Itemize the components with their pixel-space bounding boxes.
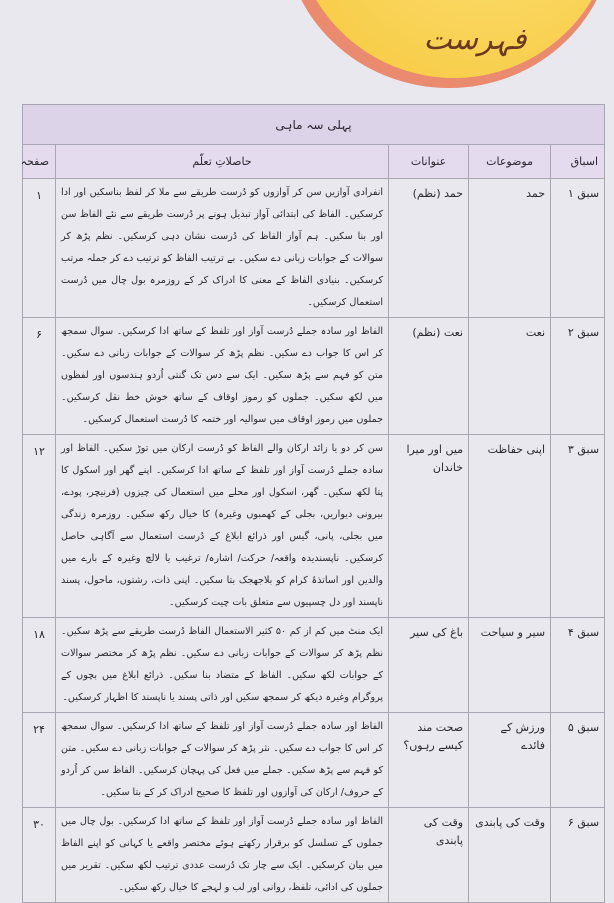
- lesson-cell: سبق ۶: [551, 808, 605, 903]
- page-number: ۱: [23, 179, 56, 318]
- objectives-cell: انفرادی آوازیں سن کر آوازوں کو دُرست طریقے سے ملا کر لفظ بناسکیں اور ادا کرسکیں۔ الفاظ کی ابتدائی آواز تبدیل ہونے پر دُرست طریقے سے نئے الفاظ سن اور بنا سکیں۔ ہم آواز الفاظ کی دُرست نشان دہی کرسکیں۔ نظم پڑھ کر سوالات کے جوابات زبانی دے سکیں۔ بے ترتیب الفاظ کو ترتیب دے کر جملہ مرتب کرسکیں۔ بنیادی الفاظ کے معنی کا ادراک کر کے روزمرہ بول چال میں دُرست استعمال کرسکیں۔: [56, 179, 389, 318]
- page-title: فہرست: [423, 22, 527, 57]
- contents-table: [22, 104, 605, 903]
- title-cell: نعت (نظم): [389, 318, 469, 435]
- table-row: [23, 808, 605, 903]
- header-objectives: حاصلاتِ تعلّم: [56, 145, 389, 179]
- table-row: [23, 318, 605, 435]
- header-topic: موضوعات: [469, 145, 551, 179]
- lesson-cell: سبق ۲: [551, 318, 605, 435]
- page-number: ۲۴: [23, 713, 56, 808]
- title-cell: وقت کی پابندی: [389, 808, 469, 903]
- topic-cell: وقت کی پابندی: [469, 808, 551, 903]
- table-row: [23, 435, 605, 618]
- objectives-cell: سن کر دو یا زائد ارکان والے الفاظ کو دُرست ارکان میں توڑ سکیں۔ الفاظ اور سادہ جملے دُرست آواز اور تلفظ کے ساتھ ادا کرسکیں۔ اپنے گھر اور اسکول کا پتا لکھ سکیں۔ گھر، اسکول اور محلے میں استعمال کی چیزوں (فرنیچر، پودے، بیرونی دیواریں، بجلی کے کھمبوں وغیرہ) کا خیال رکھ سکیں۔ روزمرہ زندگی میں بجلی، پانی، گیس اور ذرائع ابلاغ کے دُرست استعمال سے آگاہی حاصل کرسکیں۔ ناپسندیدہ واقعہ/ حرکت/ اشارہ/ ترغیب یا لالچ وغیرہ کے بارے میں والدین اور اساتذۂ کرام کو بلاجھجک بتا سکیں۔ اپنی ذات، رشتوں، ماحول، پسند ناپسند اور دل چسپیوں سے متعلق بات چیت کرسکیں۔: [56, 435, 389, 618]
- objectives-cell: الفاظ اور سادہ جملے دُرست آواز اور تلفظ کے ساتھ ادا کرسکیں۔ سوال سمجھ کر اس کا جواب دے سکیں۔ نظم پڑھ کر سوالات کے جوابات زبانی دے سکیں۔ متن کو فہم سے پڑھ سکیں۔ ایک سے دس تک گنتی اُردو ہندسوں اور لفظوں میں لکھ سکیں۔ جملوں کو رموز اوقاف کے ساتھ خوش خط نقل کرسکیں۔ جملوں میں رموز اوقاف میں سوالیہ اور ختمہ کا دُرست استعمال کرسکیں۔: [56, 318, 389, 435]
- objectives-cell: الفاظ اور سادہ جملے دُرست آواز اور تلفظ کے ساتھ ادا کرسکیں۔ سوال سمجھ کر اس کا جواب دے سکیں۔ نثر پڑھ کر سوالات کے جوابات زبانی دے سکیں۔ متن کو فہم سے پڑھ سکیں۔ جملے میں فعل کی پہچان کرسکیں۔ الفاظ سن کر اُردو کے حروف/ ارکان کی آوازوں اور تلفظ کا صحیح ادراک کر کے بتا سکیں۔: [56, 713, 389, 808]
- lesson-cell: سبق ۱: [551, 179, 605, 318]
- table-row: [23, 713, 605, 808]
- objectives-cell: الفاظ اور سادہ جملے دُرست آواز اور تلفظ کے ساتھ ادا کرسکیں۔ بول چال میں جملوں کے تسلسل کو برقرار رکھتے ہوئے مختصر واقعے یا کہانی کو اپنے الفاظ میں بیان کرسکیں۔ ایک سے چار تک دُرست عددی ترتیب لکھ سکیں۔ تقریر میں جملوں کی ادائی، تلفظ، روانی اور لب و لہجے کا خیال رکھ سکیں۔: [56, 808, 389, 903]
- title-cell: میں اور میرا خاندان: [389, 435, 469, 618]
- lesson-cell: سبق ۵: [551, 713, 605, 808]
- table-row: [23, 618, 605, 713]
- topic-cell: اپنی حفاظت: [469, 435, 551, 618]
- header-lesson: اسباق: [551, 145, 605, 179]
- page-number: ۱۸: [23, 618, 56, 713]
- objectives-cell: ایک منٹ میں کم از کم ۵۰ کثیر الاستعمال الفاظ دُرست طریقے سے پڑھ سکیں۔ نظم پڑھ کر سوالات کے جوابات زبانی دے سکیں۔ نظم پڑھ کر مختصر سوالات کے جوابات لکھ سکیں۔ الفاظ کے متضاد بنا سکیں۔ ذرائع ابلاغ میں بچوں کے پروگرام وغیرہ دیکھ کر سمجھ سکیں اور ذاتی پسند یا ناپسند کا اظہار کرسکیں۔: [56, 618, 389, 713]
- topic-cell: نعت: [469, 318, 551, 435]
- lesson-cell: سبق ۴: [551, 618, 605, 713]
- lesson-cell: سبق ۳: [551, 435, 605, 618]
- title-cell: حمد (نظم): [389, 179, 469, 318]
- header-title: عنوانات: [389, 145, 469, 179]
- topic-cell: سیر و سیاحت: [469, 618, 551, 713]
- page-number: ۱۲: [23, 435, 56, 618]
- table-row: [23, 179, 605, 318]
- title-cell: باغ کی سیر: [389, 618, 469, 713]
- column-headers: [23, 145, 605, 179]
- page-number: ۳۰: [23, 808, 56, 903]
- title-cell: صحت مند کیسے رہوں؟: [389, 713, 469, 808]
- quarter-title: پہلی سہ ماہی: [23, 105, 605, 145]
- topic-cell: حمد: [469, 179, 551, 318]
- page-number: ۶: [23, 318, 56, 435]
- header-page: صفحہ: [23, 145, 56, 179]
- topic-cell: ورزش کے فائدے: [469, 713, 551, 808]
